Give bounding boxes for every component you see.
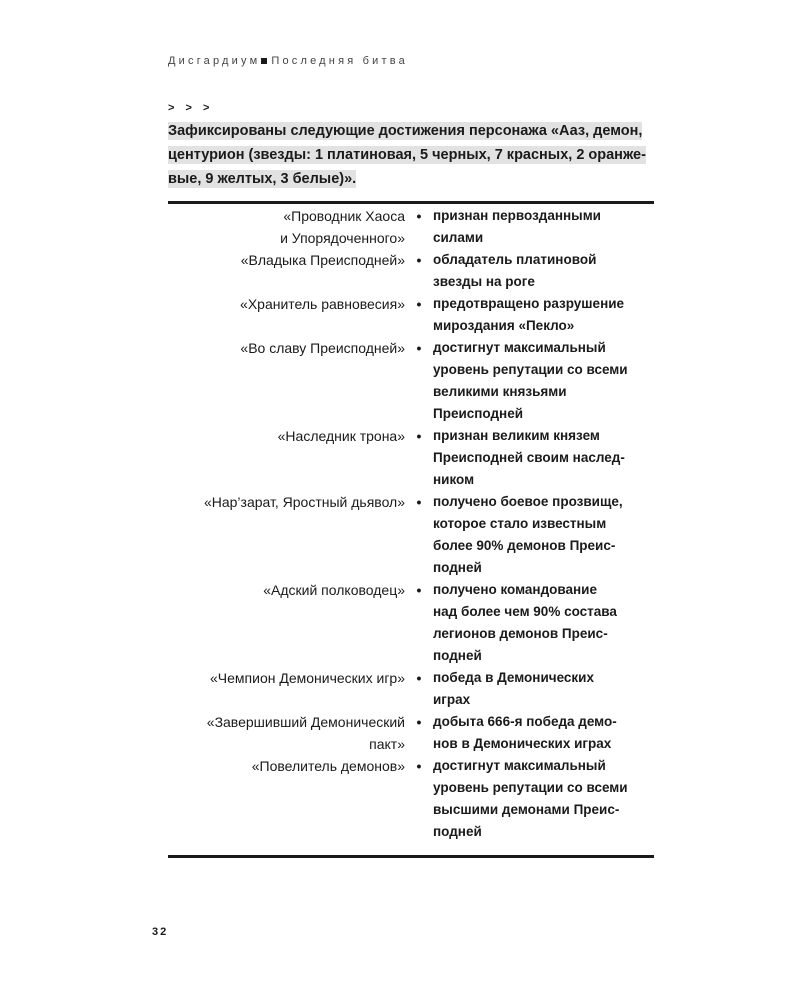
achievement-description-line: добыта 666-я победа демо- [433, 714, 617, 729]
achievement-description-line: играх [433, 692, 471, 707]
achievement-description-line: получено боевое прозвище, [433, 494, 623, 509]
bullet-icon: • [416, 296, 422, 312]
achievement-name-line: «Наследник трона» [277, 428, 405, 444]
achievement-name [168, 337, 405, 425]
separator-square-icon [261, 58, 267, 64]
achievement-name [168, 579, 405, 667]
achievement-description-line: Преисподней своим наслед- [433, 450, 625, 465]
achievement-description-line: достигнут максимальный [433, 758, 606, 773]
achievement-description [433, 205, 648, 249]
intro-paragraph [168, 119, 658, 191]
achievement-name [168, 755, 405, 843]
achievement-name-line: и Упорядоченного» [280, 230, 405, 246]
achievements-table [168, 205, 654, 843]
achievement-row [168, 667, 654, 711]
achievement-description-line: подней [433, 824, 482, 839]
bullet-icon: • [416, 340, 422, 356]
achievement-description-line: достигнут максимальный [433, 340, 606, 355]
achievement-description-line: победа в Демонических [433, 670, 594, 685]
achievement-row [168, 425, 654, 491]
achievement-name-line: «Во славу Преисподней» [240, 340, 405, 356]
achievement-name-line: «Повелитель демонов» [251, 758, 405, 774]
bullet-icon: • [416, 582, 422, 598]
achievement-description-line: Преисподней [433, 406, 524, 421]
achievement-row [168, 205, 654, 249]
achievement-name [168, 249, 405, 293]
achievement-description-line: более 90% демонов Преис- [433, 538, 616, 553]
achievement-description-line: мироздания «Пекло» [433, 318, 575, 333]
achievement-description-line: легионов демонов Преис- [433, 626, 608, 641]
achievement-name-line: «Хранитель равновесия» [240, 296, 405, 312]
achievement-name-line: «Адский полководец» [263, 582, 405, 598]
achievement-description-line: подней [433, 560, 482, 575]
bullet-icon: • [416, 670, 422, 686]
achievement-description-line: которое стало известным [433, 516, 607, 531]
achievement-description-line: высшими демонами Преис- [433, 802, 620, 817]
system-message-marker: > > > [168, 102, 214, 114]
achievement-row [168, 711, 654, 755]
achievement-description [433, 711, 648, 755]
achievement-name-line: «Чемпион Демонических игр» [210, 670, 405, 686]
achievement-name [168, 667, 405, 711]
achievement-name [168, 205, 405, 249]
intro-line: Зафиксированы следующие достижения персонажа «Ааз, демон, [168, 123, 643, 139]
achievement-description-line: признан первозданными [433, 208, 601, 223]
achievement-description [433, 755, 648, 843]
achievement-description-line: звезды на роге [433, 274, 535, 289]
bullet-icon: • [416, 428, 422, 444]
achievement-row [168, 755, 654, 843]
achievement-name-line: «Владыка Преисподней» [240, 252, 405, 268]
achievement-name [168, 491, 405, 579]
achievement-name-line: «Проводник Хаоса [283, 208, 405, 224]
intro-line: вые, 9 желтых, 3 белые)». [168, 171, 357, 187]
page-number: 32 [152, 926, 169, 938]
achievement-description [433, 425, 648, 491]
achievement-description [433, 579, 648, 667]
achievement-description [433, 249, 648, 293]
achievement-name-line: «Нар’зарат, Яростный дьявол» [203, 494, 405, 510]
achievement-row [168, 249, 654, 293]
bullet-icon: • [416, 208, 422, 224]
bullet-icon: • [416, 252, 422, 268]
achievement-description-line: ником [433, 472, 475, 487]
achievement-name [168, 425, 405, 491]
achievement-row [168, 579, 654, 667]
achievement-description-line: нов в Демонических играх [433, 736, 612, 751]
achievement-row [168, 293, 654, 337]
achievement-name [168, 711, 405, 755]
book-series-title: Дисгардиум [168, 55, 261, 67]
table-top-rule [168, 201, 654, 204]
achievement-row [168, 491, 654, 579]
bullet-icon: • [416, 494, 422, 510]
intro-line: центурион (звезды: 1 платиновая, 5 черных, 7 красных, 2 оранже- [168, 147, 646, 163]
achievement-description [433, 667, 648, 711]
achievement-description-line: подней [433, 648, 482, 663]
achievement-description-line: уровень репутации со всеми [433, 362, 628, 377]
achievement-description-line: обладатель платиновой [433, 252, 597, 267]
achievement-description-line: великими князьями [433, 384, 567, 399]
achievement-description [433, 491, 648, 579]
achievement-name-line: «Завершивший Демонический [206, 714, 405, 730]
achievement-description-line: получено командование [433, 582, 597, 597]
achievement-description [433, 337, 648, 425]
book-title: Последняя битва [271, 55, 408, 67]
table-bottom-rule [168, 855, 654, 858]
achievement-description-line: уровень репутации со всеми [433, 780, 628, 795]
achievement-name [168, 293, 405, 337]
achievement-name-line: пакт» [369, 736, 405, 752]
bullet-icon: • [416, 758, 422, 774]
bullet-icon: • [416, 714, 422, 730]
achievement-row [168, 337, 654, 425]
achievement-description [433, 293, 648, 337]
running-head [168, 55, 408, 67]
achievement-description-line: силами [433, 230, 484, 245]
achievement-description-line: признан великим князем [433, 428, 600, 443]
achievement-description-line: над более чем 90% состава [433, 604, 617, 619]
achievement-description-line: предотвращено разрушение [433, 296, 625, 311]
